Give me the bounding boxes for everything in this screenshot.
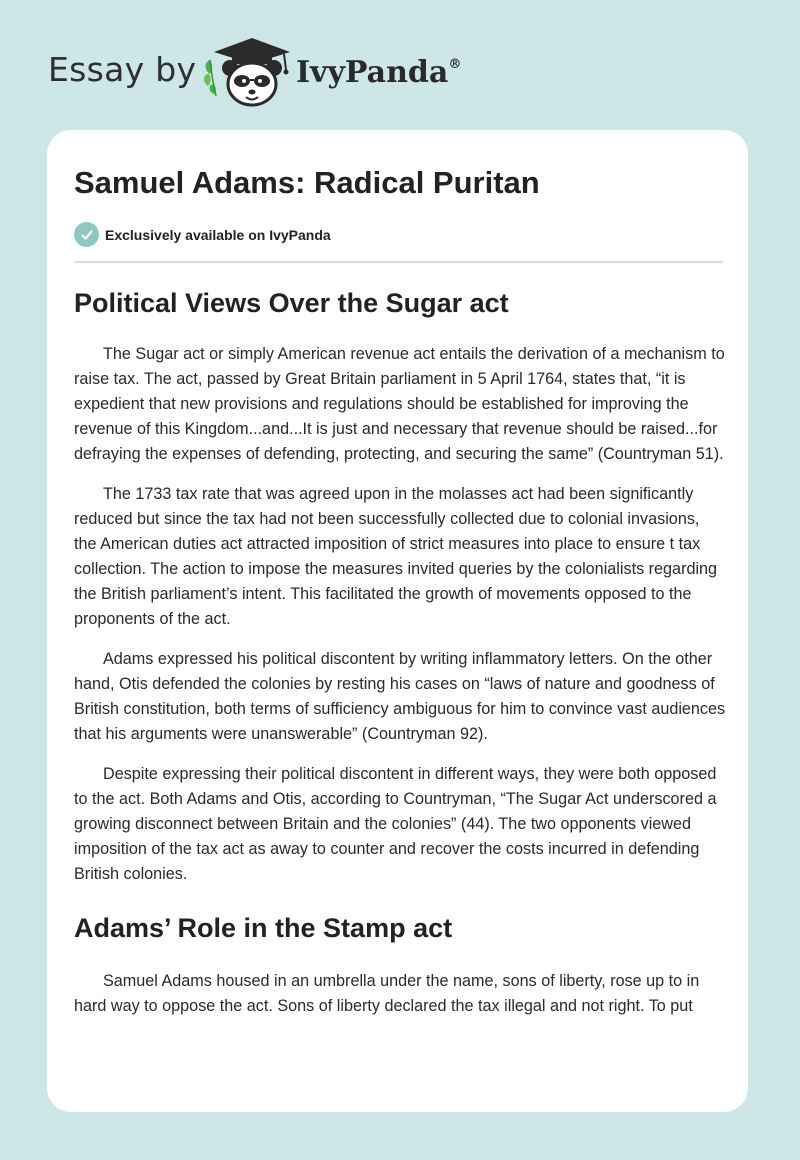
section-heading: Political Views Over the Sugar act	[74, 288, 509, 318]
panda-graduate-icon[interactable]	[200, 34, 300, 110]
brand-name[interactable]	[296, 55, 461, 90]
paragraph: Samuel Adams housed in an umbrella under the name, sons of liberty, rose up to in hard way to oppose the act. Sons of liberty declared the tax illegal and not right. To put	[74, 972, 700, 1015]
site-header	[0, 0, 800, 130]
paragraph: Adams expressed his political discontent by writing inflammatory letters. On the other hand, Otis defended the colonies by resting his cases on “laws of nature and goodness of British constitution, both terms of sufficiency ambiguous for him to convince vast audiences that his arguments were unanswerable” (Countryman 92).	[74, 650, 726, 743]
page-title: Samuel Adams: Radical Puritan	[74, 165, 540, 200]
essay-by-label: Essay by	[48, 50, 197, 89]
paragraph: Despite expressing their political discontent in different ways, they were both opposed to the act. Both Adams and Otis, according to Countryman, “The Sugar Act underscored a growing disconnect between Britain and the colonies” (44). The two opponents viewed imposition of the tax act as away to counter and recover the costs incurred in defending British colonies.	[74, 765, 717, 883]
check-icon	[74, 222, 99, 247]
exclusive-badge-text: Exclusively available on IvyPanda	[105, 226, 331, 243]
brand-name-text: IvyPanda	[296, 55, 449, 90]
exclusive-badge	[74, 222, 331, 247]
paragraph: The 1733 tax rate that was agreed upon in the molasses act had been significantly reduced but since the tax had not been successfully collected due to colonial invasions, the American duties act attracted imposition of strict measures into place to ensure t tax collection. The action to impose the measures invited queries by the colonialists regarding the British parliament’s intent. This facilitated the growth of movements opposed to the proponents of the act.	[74, 485, 718, 628]
essay-body	[74, 286, 726, 1034]
ivypanda-logo-svg	[200, 34, 300, 110]
registered-mark: ®	[448, 57, 462, 72]
divider	[74, 261, 723, 263]
paragraph: The Sugar act or simply American revenue act entails the derivation of a mechanism to raise tax. The act, passed by Great Britain parliament in 5 April 1764, states that, “it is expedient that new provisions and regulations should be established for improving the revenue of this Kingdom...and...It is just and necessary that revenue should be raised...for defraying the expenses of defending, protecting, and securing the same” (Countryman 51).	[74, 345, 725, 463]
section-heading: Adams’ Role in the Stamp act	[74, 913, 453, 943]
essay-card	[47, 130, 748, 1112]
